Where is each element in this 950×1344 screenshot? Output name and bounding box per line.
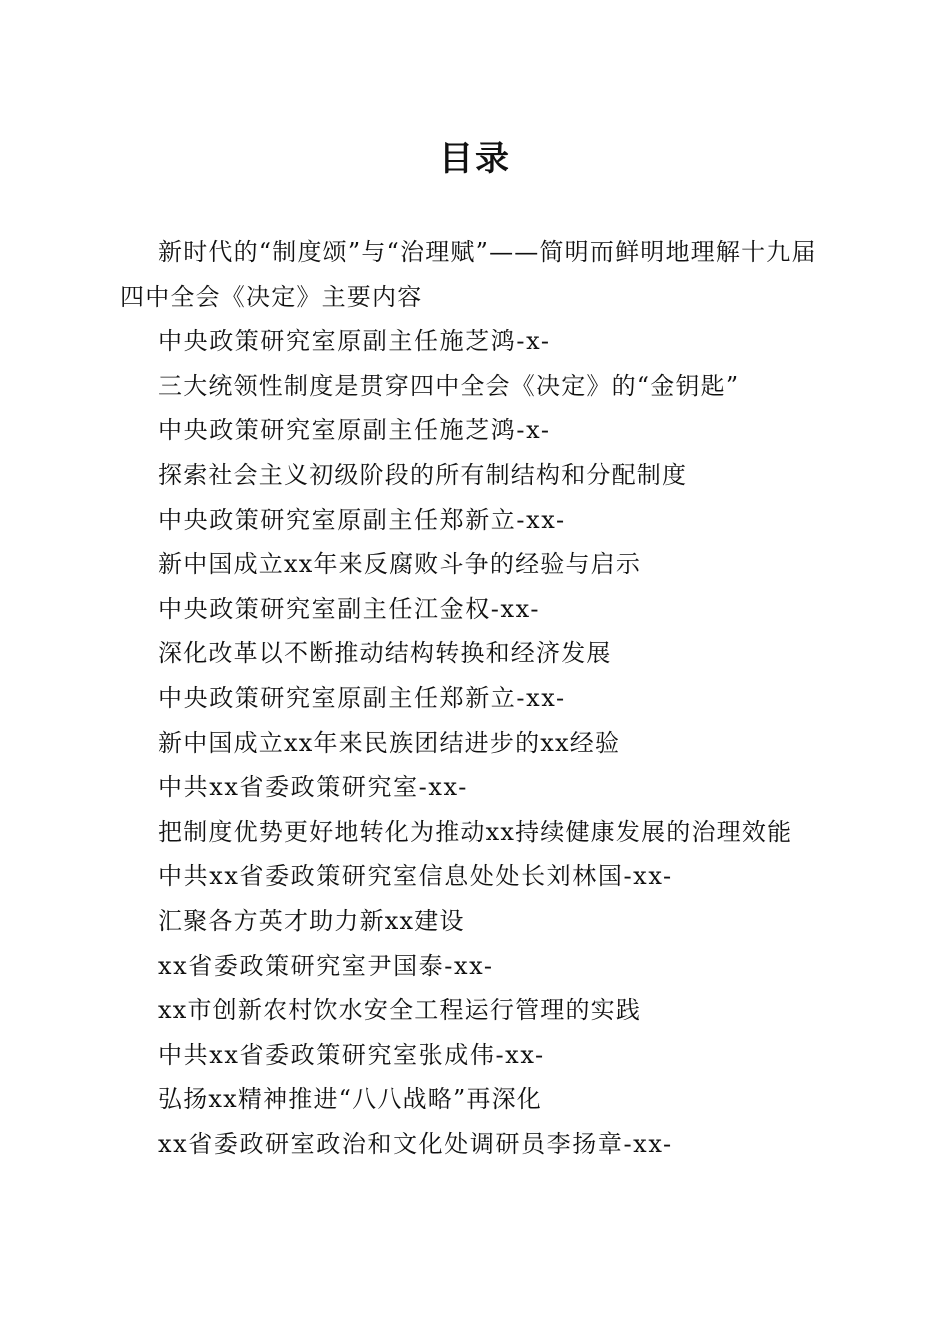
toc-author-line: 中共xx省委政策研究室信息处处长刘林国-xx- [158, 862, 673, 891]
toc-article-title: 三大统领性制度是贯穿四中全会《决定》的“金钥匙” [158, 371, 740, 400]
toc-author-line: 中央政策研究室原副主任郑新立-xx- [158, 505, 566, 534]
table-of-contents [120, 230, 830, 1166]
toc-article-title: 弘扬xx精神推进“八八战略”再深化 [158, 1085, 543, 1114]
toc-article-title: 新中国成立xx年来民族团结进步的xx经验 [158, 728, 621, 757]
toc-author-line: 中央政策研究室原副主任施芝鸿-x- [158, 416, 551, 445]
toc-article-title: 汇聚各方英才助力新xx建设 [158, 906, 465, 935]
toc-article-title: 探索社会主义初级阶段的所有制结构和分配制度 [158, 460, 688, 489]
toc-author-line: xx省委政研室政治和文化处调研员李扬章-xx- [158, 1129, 673, 1158]
toc-article-title: 新时代的“制度颂”与“治理赋”——简明而鲜明地理解十九届四中全会《决定》主要内容 [120, 238, 817, 311]
toc-article-title: 新中国成立xx年来反腐败斗争的经验与启示 [158, 550, 642, 579]
toc-author-line: xx省委政策研究室尹国泰-xx- [158, 951, 494, 980]
page-title: 目录 [439, 139, 511, 179]
toc-article-title: xx市创新农村饮水安全工程运行管理的实践 [158, 996, 642, 1025]
toc-article-title: 把制度优势更好地转化为推动xx持续健康发展的治理效能 [158, 817, 793, 846]
toc-author-line: 中共xx省委政策研究室-xx- [158, 773, 468, 802]
toc-author-line: 中央政策研究室原副主任郑新立-xx- [158, 683, 566, 712]
toc-author-line: 中共xx省委政策研究室张成伟-xx- [158, 1040, 545, 1069]
toc-author-line: 中央政策研究室副主任江金权-xx- [158, 594, 541, 623]
toc-article-title: 深化改革以不断推动结构转换和经济发展 [158, 639, 612, 668]
toc-author-line: 中央政策研究室原副主任施芝鸿-x- [158, 327, 551, 356]
